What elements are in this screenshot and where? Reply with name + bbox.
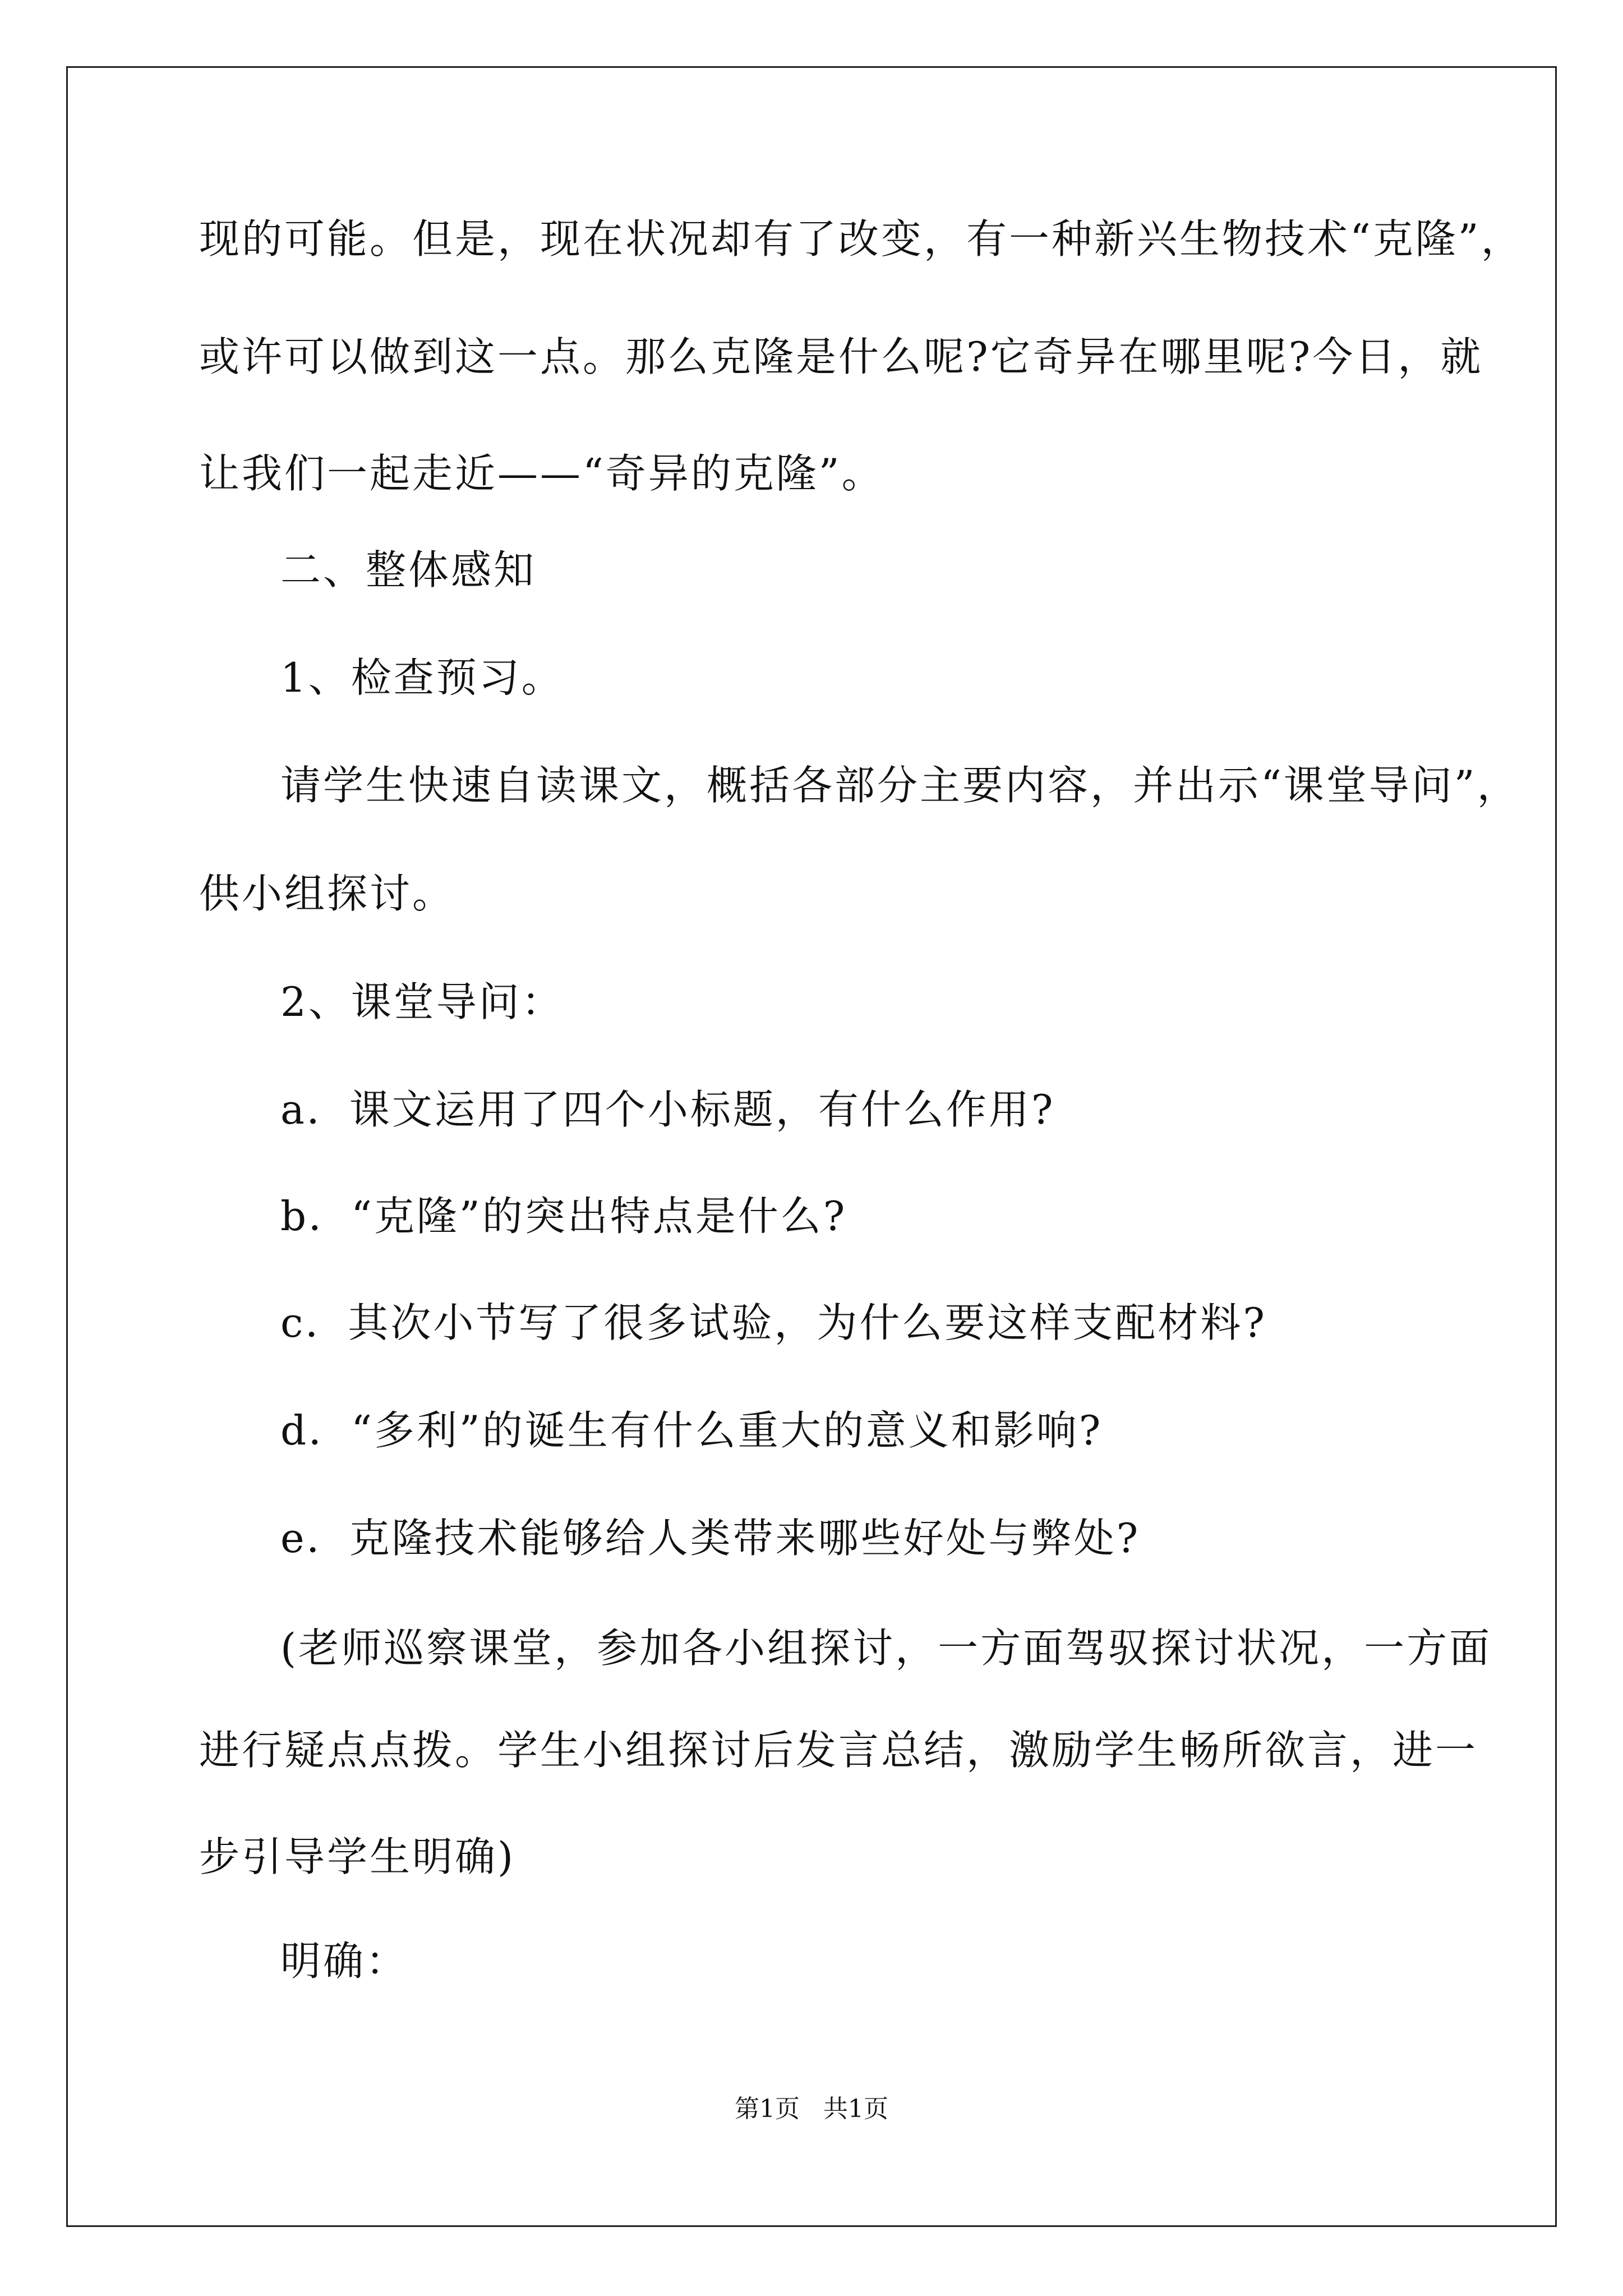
paragraph-line: 步引导学生明确) — [199, 1833, 516, 1880]
paragraph-line: 让我们一起走近——“奇异的克隆”。 — [199, 450, 884, 497]
paragraph-line: 供小组探讨。 — [199, 870, 455, 917]
question-item: c．其次小节写了很多试验，为什么要这样支配材料? — [280, 1299, 1267, 1346]
paragraph-line: 现的可能。但是，现在状况却有了改变，有一种新兴生物技术“克隆”， — [199, 215, 1524, 263]
paragraph-line: 或许可以做到这一点。那么克隆是什么呢?它奇异在哪里呢?今日，就 — [199, 333, 1483, 380]
paragraph-line: (老师巡察课堂，参加各小组探讨，一方面驾驭探讨状况，一方面 — [280, 1625, 1492, 1672]
page-border — [66, 66, 1557, 2227]
question-item: a．课文运用了四个小标题，有什么作用? — [280, 1086, 1055, 1133]
paragraph-line: 进行疑点点拨。学生小组探讨后发言总结，激励学生畅所欲言，进一 — [199, 1727, 1478, 1774]
question-item: e．克隆技术能够给人类带来哪些好处与弊处? — [280, 1515, 1141, 1562]
paragraph-line: 明确： — [280, 1938, 409, 1985]
question-item: b．“克隆”的突出特点是什么? — [280, 1193, 847, 1240]
list-item: 1、检查预习。 — [280, 654, 564, 701]
list-item: 2、课堂导问： — [280, 978, 564, 1025]
section-heading: 二、整体感知 — [280, 546, 537, 593]
question-item: d．“多利”的诞生有什么重大的意义和影响? — [280, 1407, 1103, 1454]
paragraph-line: 请学生快速自读课文，概括各部分主要内容，并出示“课堂导问”， — [280, 762, 1520, 809]
page-footer: 第1页 共1页 — [735, 2095, 888, 2123]
